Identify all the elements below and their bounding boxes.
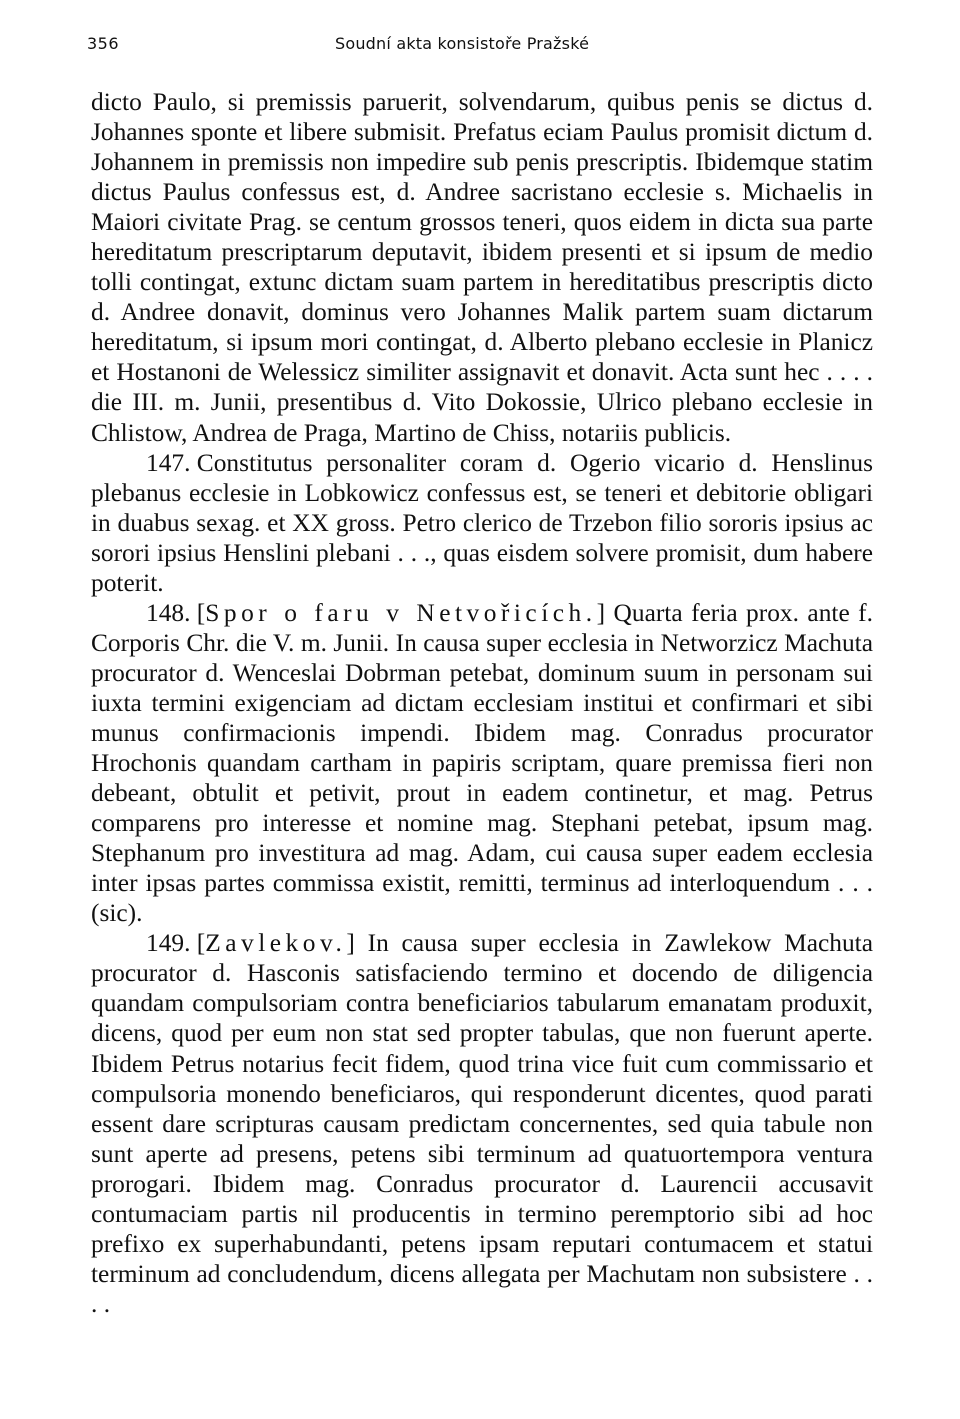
- entry-text: In causa super ecclesia in Zawlekow Machuta procurator d. Hasconis satisfaciendo termino et docendo de diligencia quandam compulsoriam contra beneficiarios tabularum emanatam produxit, dicens, quod per eum non stat sed propter tabulas, que non fuerunt aperte. Ibidem Petrus notarius fecit fidem, quod trina vice fuit cum commissario et compulsoria monendo beneficiaros, qui responderunt dicentes, quod parati essent dare scripturas causam predictam concernentes, sed quia tabule non sunt aperte ad presens, petens sibi terminum ad quatuortempora ventura prorogari. Ibidem mag. Conradus procurator d. Laurencii accusavit contumaciam partis nil producentis in termino peremptorio sibi ad hoc prefixo ex superhabundanti, petens ipsam reputari contumacem et statui terminum ad concludendum, dicens allegata per Machutam non subsistere . . . .: [91, 929, 873, 1318]
- running-title: Soudní akta konsistoře Pražské: [335, 34, 590, 53]
- entry-148: [91, 598, 873, 929]
- body-text: [91, 87, 873, 1319]
- entry-149: [91, 928, 873, 1319]
- intro-paragraph: dicto Paulo, si premissis paruerit, solvendarum, quibus penis se dictus d. Johannes sponte et libere submisit. Prefatus eciam Paulus promisit dictum d. Johannem in premissis non impedire sub penis prescriptis. Ibidemque statim dictus Paulus confessus est, d. Andree sacristano ecclesie s. Michaelis in Maiori civitate Prag. se centum grossos teneri, quos eidem in dicta sua parte hereditatum prescriptarum deputavit, ibidem presenti et si ipsum de medio tolli contingat, extunc dictam suam partem in hereditatibus prescriptis dicto d. Andree donavit, dominus vero Johannes Malik partem suam dictarum hereditatum, si ipsum mori contingat, d. Alberto plebano ecclesie in Planicz et Hostanoni de Welessicz similiter assignavit et donavit. Acta sunt hec . . . . die III. m. Junii, presentibus d. Vito Dokossie, Ulrico plebano ecclesie in Chlistow, Andrea de Praga, Martino de Chiss, notariis publicis.: [91, 88, 873, 447]
- entry-text: Constitutus personaliter coram d. Ogerio vicario d. Henslinus plebanus ecclesie in Lobkowicz confessus est, se teneri et debitorie obligari in duabus sexag. et XX gross. Petro clerico de Trzebon filio sororis ipsius ac sorori ipsius Henslini plebani . . ., quas eisdem solvere promisit, dum habere poterit.: [91, 448, 873, 597]
- heading-bracket-open: [: [196, 598, 206, 627]
- heading-bracket-close: ]: [596, 598, 606, 627]
- page-number: 356: [87, 34, 120, 53]
- heading-bracket-close: ]: [346, 929, 355, 958]
- entry-text: Quarta feria prox. ante f. Corporis Chr. die V. m. Junii. In causa super ecclesia in Networzicz Machuta procurator d. Wenceslai Dobrman petebat, dominum suum in personam sui iuxta termini exigenciam ad dictam ecclesiam institui et confirmari et sibi munus confirmacionis impendi. Ibidem mag. Conradus procurator Hrochonis quandam cartham in papiris scriptam, quare premissa fieri non debeant, obtulit et petivit, prout in eadem continetur, et mag. Petrus comparens pro interesse et nomine mag. Stephani petebat, ipsum mag. Stephanum pro investitura ad mag. Adam, cui causa super eadem ecclesia inter ipsas partes commissa existit, remitti, terminus ad interloquendum . . . (sic).: [91, 598, 873, 928]
- entry-number: 147.: [146, 448, 191, 477]
- entry-147: [91, 448, 873, 598]
- document-page: [87, 0, 873, 1319]
- entry-heading: Zavlekov.: [205, 929, 347, 958]
- entry-number: 148.: [146, 598, 191, 627]
- entry-number: 149.: [146, 929, 191, 958]
- running-head: [87, 0, 873, 60]
- heading-bracket-open: [: [196, 929, 206, 958]
- entry-heading: Spor o faru v Netvořicích.: [205, 598, 597, 627]
